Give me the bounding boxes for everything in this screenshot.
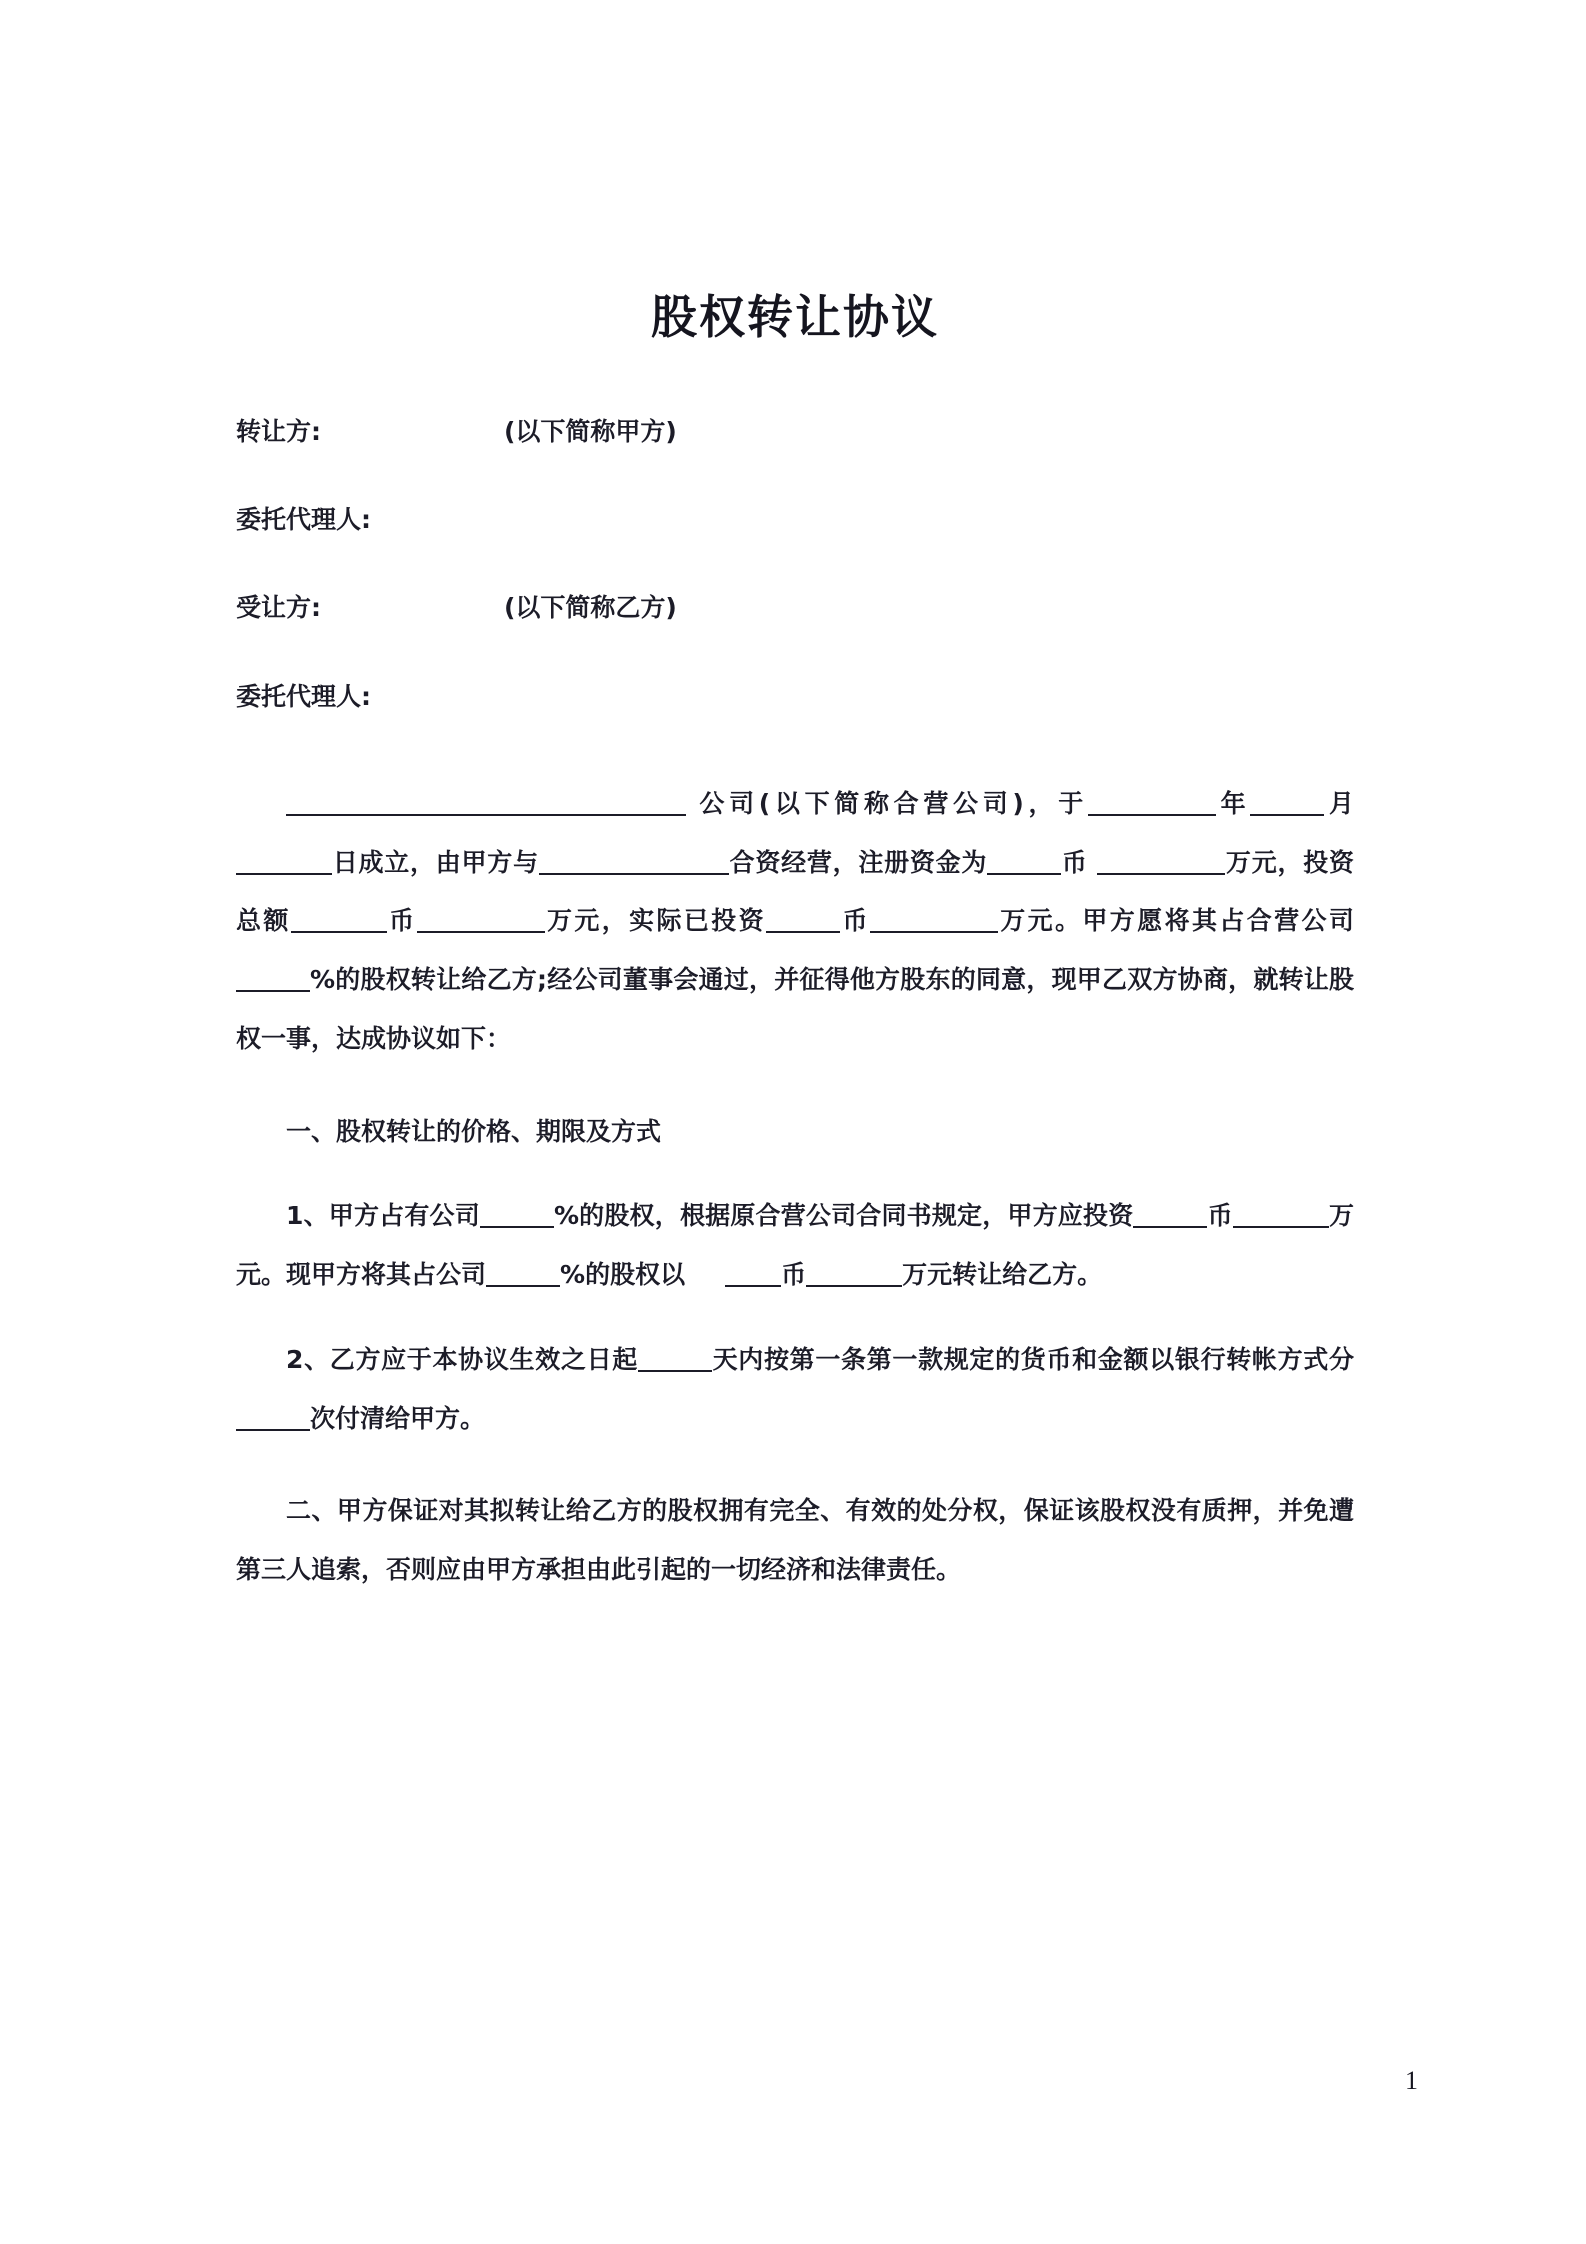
preamble-text-10: 万元，实际已投资 [544, 906, 767, 936]
preamble-text-5: 日成立，由甲方与 [332, 847, 539, 877]
item2-text-1: 2、乙方应于本协议生效之日起 [286, 1344, 638, 1374]
item1-currency-blank[interactable] [1133, 1226, 1207, 1228]
section-one [236, 1103, 1354, 1449]
company-name-blank[interactable] [286, 814, 686, 816]
preamble-text-13: %的股权转让给乙方;经公司董事会通过，并征得他方股东的同意，现甲乙双方协商，就转让股权一事，达成协议如下： [236, 965, 1354, 1053]
party-row-transferor [236, 414, 1354, 450]
actual-investment-currency-blank[interactable] [766, 931, 840, 933]
item1-text-1: 1、甲方占有公司 [286, 1201, 480, 1231]
item1-text-6: 币 [781, 1260, 807, 1290]
preamble-text-12: 万元。甲方愿将其占合营公司 [997, 906, 1354, 936]
actual-investment-amount-blank[interactable] [870, 931, 998, 933]
section-two [236, 1482, 1354, 1600]
registered-currency-blank[interactable] [987, 873, 1061, 875]
item1-text-4: 万元。现甲方将其占公司 [236, 1201, 1354, 1290]
party-row-transferee [236, 590, 1354, 626]
month-blank[interactable] [1250, 814, 1324, 816]
transferee-agent-label: 委托代理人: [236, 681, 371, 711]
preamble-text-4: 月 [1324, 788, 1354, 818]
item2-text-2: 天内按第一条第一款规定的货币和金额以银行转帐方式分 [711, 1344, 1354, 1374]
item1-text-7: 万元转让给乙方。 [902, 1260, 1103, 1290]
item1-transfer-percent-blank[interactable] [486, 1285, 560, 1287]
total-investment-amount-blank[interactable] [417, 931, 545, 933]
page-number: 1 [1405, 2066, 1418, 2095]
preamble-block [236, 775, 1354, 1069]
registered-amount-blank[interactable] [1097, 873, 1225, 875]
spacer-after-section-one-heading [236, 1161, 1354, 1187]
document-content [236, 0, 1354, 1600]
preamble-text-8: 万元，投资总额 [236, 847, 1354, 936]
item1-price-amount-blank[interactable] [806, 1285, 902, 1287]
preamble-paragraph [236, 775, 1354, 1069]
transferor-label: 转让方: [236, 416, 321, 446]
section-one-item-2 [236, 1331, 1354, 1449]
page-title: 股权转让协议 [651, 290, 939, 344]
item1-equity-percent-blank[interactable] [480, 1226, 554, 1228]
party-info-block [236, 414, 1354, 715]
day-blank[interactable] [236, 873, 332, 875]
preamble-text-7: 币 [1061, 847, 1088, 877]
year-blank[interactable] [1088, 814, 1216, 816]
party-row-transferor-agent [236, 502, 1354, 538]
transferor-agent-label: 委托代理人: [236, 505, 371, 535]
preamble-text-3: 年 [1215, 788, 1251, 818]
preamble-text-6: 合资经营，注册资金为 [728, 847, 988, 877]
item1-text-2: %的股权，根据原合营公司合同书规定，甲方应投资 [553, 1201, 1134, 1231]
preamble-text-9: 币 [386, 906, 417, 936]
preamble-text-11: 币 [840, 906, 870, 936]
spacer-between-items [236, 1305, 1354, 1331]
party-row-transferee-agent [236, 679, 1354, 715]
transferor-alias: (以下简称甲方) [504, 416, 677, 446]
section-one-heading: 一、股权转让的价格、期限及方式 [286, 1116, 662, 1146]
item1-amount-blank[interactable] [1233, 1226, 1329, 1228]
item1-text-5: %的股权以 [560, 1260, 686, 1290]
section-two-paragraph: 二、甲方保证对其拟转让给乙方的股权拥有完全、有效的处分权，保证该股权没有质押，并免遭第三人追索，否则应由甲方承担由此引起的一切经济和法律责任。 [236, 1496, 1354, 1585]
item1-price-currency-blank[interactable] [725, 1285, 781, 1287]
item1-text-3: 币 [1207, 1201, 1233, 1231]
preamble-text-2: 公司(以下简称合营公司)，于 [699, 788, 1088, 818]
equity-percent-blank[interactable] [236, 990, 310, 992]
transferee-label: 受让方: [236, 593, 321, 623]
spacer-before-section-two [236, 1448, 1354, 1482]
joint-partner-blank[interactable] [539, 873, 729, 875]
spacer-before-section-one [236, 1069, 1354, 1103]
total-investment-currency-blank[interactable] [291, 931, 387, 933]
transferee-alias: (以下简称乙方) [504, 593, 677, 623]
item2-installments-blank[interactable] [236, 1429, 310, 1431]
item2-days-blank[interactable] [638, 1370, 712, 1372]
section-one-item-1 [236, 1187, 1354, 1305]
item2-text-3: 次付清给甲方。 [310, 1403, 486, 1433]
